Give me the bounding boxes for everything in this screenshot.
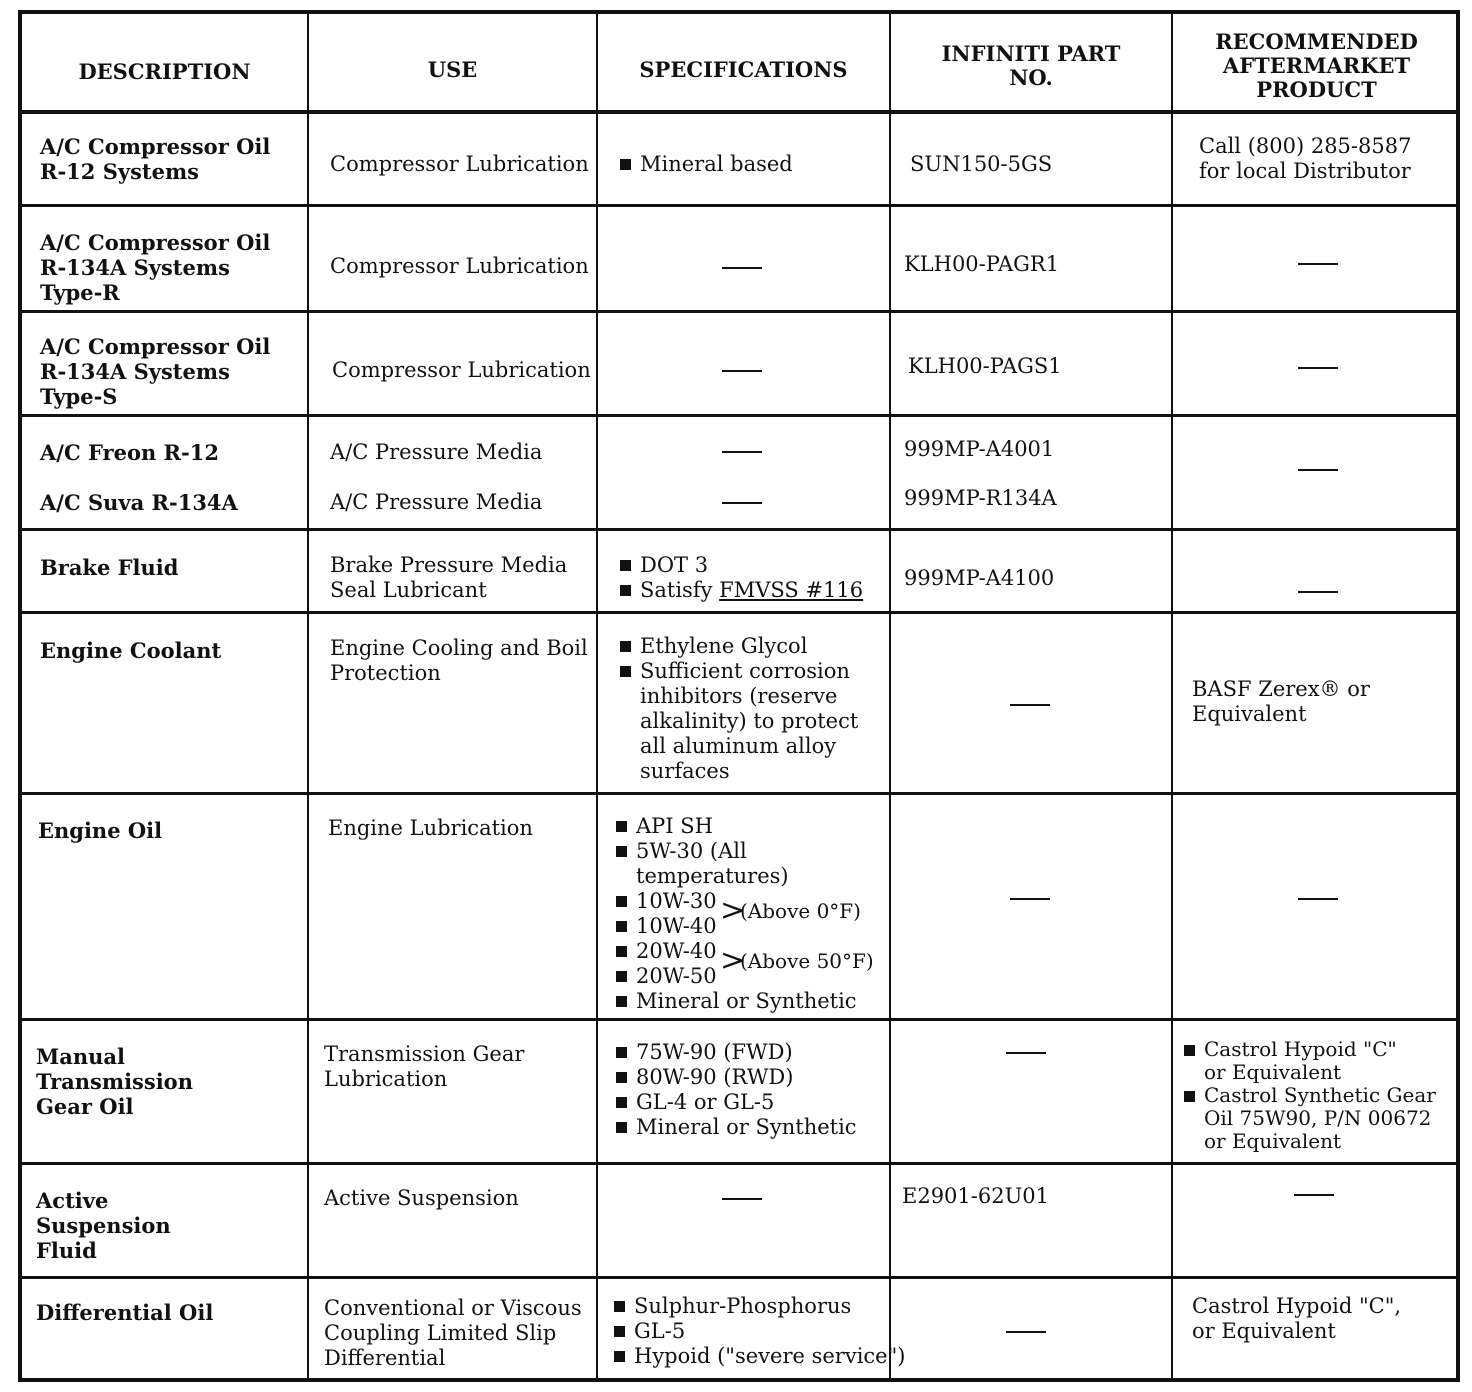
use-line: Seal Lubricant: [330, 578, 487, 602]
aftermarket-line: or Equivalent: [1204, 1060, 1342, 1084]
spec-item: Sulphur-Phosphorus: [612, 1294, 905, 1319]
empty-dash: [1298, 898, 1338, 900]
desc-brake-fluid: Brake Fluid: [40, 555, 179, 580]
brace-glyph: >: [720, 943, 746, 978]
brace-glyph: >: [720, 893, 746, 928]
spec-text: Satisfy: [640, 578, 720, 602]
desc-line: Active: [36, 1188, 109, 1213]
fluids-lubricants-table: [18, 10, 1460, 1382]
desc-r134a-type-r: [40, 230, 270, 305]
use-engine-coolant: [330, 636, 588, 686]
spec-line: Sufficient corrosion: [640, 659, 850, 683]
use-r134a-type-r: Compressor Lubrication: [330, 254, 589, 278]
desc-r12: [40, 134, 270, 184]
use-line: Lubrication: [324, 1067, 448, 1091]
row-divider: [22, 1276, 1456, 1279]
desc-differential-oil: Differential Oil: [36, 1300, 214, 1325]
header-divider: [22, 110, 1456, 114]
part-r134a-type-r: KLH00-PAGR1: [904, 252, 1060, 276]
header-part-no-line: NO.: [1009, 65, 1053, 90]
desc-line: A/C Compressor Oil: [40, 134, 271, 159]
aftermarket-line: Castrol Hypoid "C": [1204, 1037, 1397, 1061]
use-r134a-type-s: Compressor Lubrication: [332, 358, 591, 382]
column-divider: [596, 14, 598, 1378]
empty-dash: [1006, 1052, 1046, 1054]
spec-list-manual-transmission: [614, 1040, 857, 1140]
desc-freon: A/C Freon R-12: [40, 440, 219, 465]
spec-item: Mineral based: [618, 152, 793, 177]
row-divider: [22, 528, 1456, 531]
row-divider: [22, 414, 1456, 417]
aftermarket-item: [1182, 1084, 1436, 1153]
desc-suva: A/C Suva R-134A: [40, 490, 238, 515]
use-line: Protection: [330, 661, 441, 685]
empty-dash: [1298, 367, 1338, 369]
use-engine-oil: Engine Lubrication: [328, 816, 533, 840]
desc-line: Transmission: [36, 1069, 193, 1094]
part-brake-fluid: 999MP-A4100: [904, 566, 1055, 590]
spec-item: 20W-40: [614, 939, 857, 964]
spec-item: [614, 839, 857, 889]
header-aftermarket: [1173, 30, 1460, 102]
desc-line: R-12 Systems: [40, 159, 199, 184]
desc-engine-oil: Engine Oil: [38, 818, 163, 843]
spec-item: 80W-90 (RWD): [614, 1065, 857, 1090]
desc-line: Gear Oil: [36, 1094, 134, 1119]
use-line: Differential: [324, 1346, 446, 1370]
spec-item: [618, 659, 858, 784]
aftermarket-line: BASF Zerex® or: [1192, 677, 1370, 701]
spec-item: 75W-90 (FWD): [614, 1040, 857, 1065]
use-line: Brake Pressure Media: [330, 553, 568, 577]
empty-dash: [722, 451, 762, 453]
aftermarket-r12: [1199, 134, 1411, 184]
aftermarket-differential-oil: [1192, 1294, 1401, 1344]
aftermarket-line: or Equivalent: [1204, 1129, 1342, 1153]
aftermarket-item: [1182, 1038, 1436, 1084]
desc-line: Fluid: [36, 1238, 97, 1263]
empty-dash: [722, 1198, 762, 1200]
use-brake-fluid: [330, 553, 567, 603]
part-r12: SUN150-5GS: [910, 152, 1053, 176]
header-part-no: [891, 42, 1171, 90]
empty-dash: [722, 370, 762, 372]
use-differential-oil: [324, 1296, 582, 1371]
desc-engine-coolant: Engine Coolant: [40, 638, 222, 663]
desc-line: Manual: [36, 1044, 125, 1069]
row-divider: [22, 1162, 1456, 1165]
spec-line: alkalinity) to protect: [640, 709, 859, 733]
spec-item: DOT 3: [618, 553, 863, 578]
use-line: Conventional or Viscous: [324, 1296, 582, 1320]
empty-dash: [722, 502, 762, 504]
part-freon: 999MP-A4001: [904, 437, 1055, 461]
use-freon: A/C Pressure Media: [330, 440, 543, 464]
temp-note-above-50: (Above 50°F): [740, 949, 874, 973]
row-divider: [22, 792, 1456, 795]
temp-note-above-0: (Above 0°F): [740, 899, 861, 923]
row-divider: [22, 204, 1456, 207]
aftermarket-line: Equivalent: [1192, 702, 1307, 726]
desc-active-suspension: [36, 1188, 171, 1263]
aftermarket-line: Call (800) 285-8587: [1199, 134, 1412, 158]
spec-item: 10W-40: [614, 914, 857, 939]
spec-item: GL-5: [612, 1319, 905, 1344]
use-line: Transmission Gear: [324, 1042, 525, 1066]
spec-list-brake-fluid: [618, 553, 863, 603]
spec-line: 5W-30 (All: [636, 839, 747, 863]
aftermarket-engine-coolant: [1192, 677, 1370, 727]
row-divider: [22, 1018, 1456, 1021]
header-use: USE: [427, 57, 478, 82]
aftermarket-line: Oil 75W90, P/N 00672: [1204, 1106, 1432, 1130]
spec-line: temperatures): [636, 864, 789, 888]
spec-line: surfaces: [640, 759, 730, 783]
use-r12: Compressor Lubrication: [330, 152, 589, 176]
column-divider: [889, 14, 891, 1378]
use-suva: A/C Pressure Media: [330, 490, 543, 514]
desc-r134a-type-s: [40, 334, 270, 409]
part-suva: 999MP-R134A: [904, 486, 1057, 510]
spec-list-differential-oil: [612, 1294, 905, 1369]
use-line: Engine Cooling and Boil: [330, 636, 588, 660]
spec-item: GL-4 or GL-5: [614, 1090, 857, 1115]
use-manual-transmission: [324, 1042, 524, 1092]
desc-line: R-134A Systems: [40, 359, 230, 384]
header-part-no-line: INFINITI PART: [941, 41, 1121, 66]
spec-item: API SH: [614, 814, 857, 839]
empty-dash: [1010, 898, 1050, 900]
spec-item: Hypoid ("severe service"): [612, 1344, 905, 1369]
desc-line: Type-R: [40, 280, 120, 305]
use-active-suspension: Active Suspension: [324, 1186, 519, 1210]
empty-dash: [1294, 1194, 1334, 1196]
spec-item: Ethylene Glycol: [618, 634, 858, 659]
header-description: DESCRIPTION: [78, 59, 251, 84]
header-aftermarket-line: AFTERMARKET: [1222, 53, 1411, 78]
empty-dash: [722, 267, 762, 269]
part-active-suspension: E2901-62U01: [902, 1184, 1050, 1208]
aftermarket-line: or Equivalent: [1192, 1319, 1336, 1343]
empty-dash: [1010, 704, 1050, 706]
part-r134a-type-s: KLH00-PAGS1: [908, 354, 1062, 378]
aftermarket-line: Castrol Hypoid "C",: [1192, 1294, 1402, 1318]
row-divider: [22, 611, 1456, 614]
desc-manual-transmission: [36, 1044, 193, 1119]
aftermarket-line: for local Distributor: [1199, 159, 1411, 183]
aftermarket-line: Castrol Synthetic Gear: [1204, 1083, 1436, 1107]
spec-line: inhibitors (reserve: [640, 684, 838, 708]
empty-dash: [1298, 591, 1338, 593]
spec-item: Mineral or Synthetic: [614, 1115, 857, 1140]
empty-dash: [1006, 1331, 1046, 1333]
spec-list-r12: [618, 152, 793, 177]
fmvss-reference: FMVSS #116: [719, 578, 864, 602]
desc-line: A/C Compressor Oil: [40, 230, 271, 255]
desc-line: Suspension: [36, 1213, 171, 1238]
header-aftermarket-line: PRODUCT: [1256, 77, 1377, 102]
column-divider: [307, 14, 309, 1378]
spec-item: [618, 578, 863, 603]
header-aftermarket-line: RECOMMENDED: [1215, 29, 1418, 54]
header-specifications: SPECIFICATIONS: [639, 57, 848, 82]
spec-item: 20W-50: [614, 964, 857, 989]
spec-line: all aluminum alloy: [640, 734, 837, 758]
empty-dash: [1298, 469, 1338, 471]
column-divider: [1171, 14, 1173, 1378]
empty-dash: [1298, 263, 1338, 265]
spec-list-engine-coolant: [618, 634, 858, 784]
row-divider: [22, 310, 1456, 313]
desc-line: R-134A Systems: [40, 255, 230, 280]
spec-item: 10W-30: [614, 889, 857, 914]
aftermarket-list-manual-transmission: [1182, 1038, 1436, 1153]
use-line: Coupling Limited Slip: [324, 1321, 557, 1345]
spec-item: Mineral or Synthetic: [614, 989, 857, 1014]
desc-line: A/C Compressor Oil: [40, 334, 271, 359]
desc-line: Type-S: [40, 384, 118, 409]
